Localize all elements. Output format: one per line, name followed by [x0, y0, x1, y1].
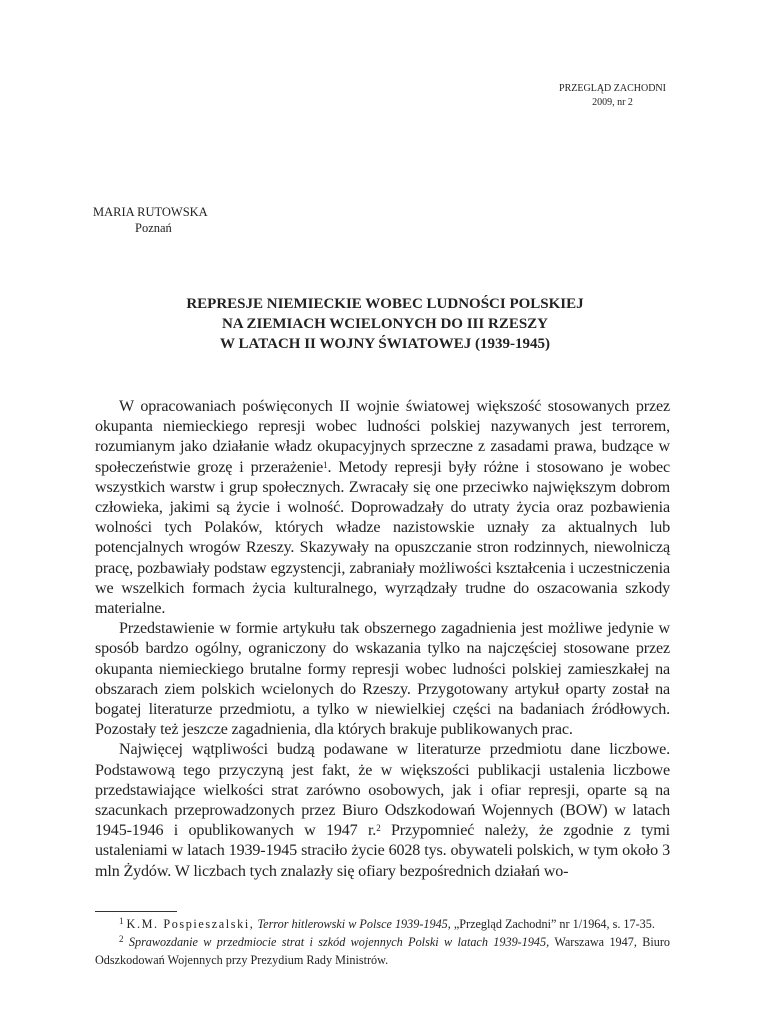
footnote-ref-1: 1 [323, 459, 328, 470]
paragraph-1-text-b: . Metody represji były różne i stosowano je wobec wszystkich warstw i grup społecznych. Zwracały się one przeciwko największym dobrom człowieka, jakimi są życie i wolność. Doprowadzały do utraty życia oraz pozbawienia wolności tych Polaków, których władze nazistowskie uznały za aktualnych lub potencjalnych wrogów Rzeszy. Skazywały na opuszczanie stron rodzinnych, niewolniczą pracę, pozbawiały podstaw egzystencji, zabraniały możliwości kształcenia i uczestniczenia we wszelkich formach życia kulturalnego, wyrządzały trudne do oszacowania szkody materialne. [95, 458, 670, 618]
footnote-1-rest: „Przegląd Zachodni” nr 1/1964, s. 17-35. [450, 917, 655, 931]
footnote-1-number: 1 [119, 916, 124, 926]
author-name: MARIA RUTOWSKA [93, 205, 208, 219]
paragraph-1 [95, 397, 670, 619]
footnote-2 [95, 933, 670, 969]
paragraph-2: Przedstawienie w formie artykułu tak obszernego zagadnienia jest możliwe jedynie w sposób bardzo ogólny, ograniczony do wskazania tylko na najczęściej stosowane przez okupanta niemieckiego brutalne formy represji wobec ludności polskiej zamieszkałej na obszarach ziem polskich wcielonych do Rzeszy. Przygotowany artykuł oparty został na bogatej literaturze przedmiotu, a tylko w niewielkiej części na badaniach źródłowych. Pozostały też jeszcze zagadnienia, dla których brakuje publikowanych prac. [95, 620, 670, 739]
title-line-2: NA ZIEMIACH WCIELONYCH DO III RZESZY [221, 316, 549, 332]
article-body [95, 397, 670, 882]
paragraph-3-text-b: Przypomnieć należy, że zgodnie z tymi ustaleniami w latach 1939-1945 straciło życie 6028 tys. obywateli polskich, w tym około 3 mln Żydów. W liczbach tych znalazły się ofiary bezpośrednich działań wo- [95, 822, 670, 880]
paragraph-1-text-a: W opracowaniach poświęconych II wojnie światowej większość stosowanych przez okupanta niemieckiego represji wobec ludności polskiej nazywanych jest terrorem, rozumianym jako działanie władz okupacyjnych sprzeczne z zasadami prawa, budzące w społeczeństwie grozę i przerażenie [95, 398, 670, 476]
journal-header [559, 82, 666, 110]
footnote-ref-2: 2 [376, 823, 381, 834]
title-line-1: REPRESJE NIEMIECKIE WOBEC LUDNOŚCI POLSKIEJ [186, 296, 584, 312]
footnote-2-number: 2 [119, 934, 124, 944]
author-city: Poznań [135, 221, 172, 235]
footnote-2-work: Sprawozdanie w przedmiocie strat i szkód wojennych Polski w latach 1939-1945, [128, 935, 550, 949]
title-line-3: W LATACH II WOJNY ŚWIATOWEJ (1939-1945) [220, 336, 550, 352]
article-title [95, 294, 675, 354]
footnote-1 [95, 915, 670, 933]
footnotes [95, 915, 670, 969]
footnote-1-work: Terror hitlerowski w Polsce 1939-1945, [257, 917, 451, 931]
footnote-2-rest: Warszawa 1947, Biuro Odszkodowań Wojennych przy Prezydium Rady Ministrów. [95, 935, 671, 967]
paragraph-3 [95, 740, 670, 881]
journal-issue: 2009, nr 2 [592, 97, 633, 108]
author-block [93, 205, 208, 236]
footnote-1-author: K.M. Pospieszalski, [126, 917, 255, 931]
journal-name: PRZEGLĄD ZACHODNI [559, 83, 666, 94]
footnote-divider [95, 911, 177, 912]
paragraph-3-text-a: Najwięcej wątpliwości budzą podawane w literaturze przedmiotu dane liczbowe. Podstawową tego przyczyną jest fakt, że w większości publikacji ustalenia liczbowe przedstawiające wielkości strat zarówno osobowych, jak i ofiar represji, oparte są na szacunkach przeprowadzonych przez Biuro Odszkodowań Wojennych (BOW) w latach 1945-1946 i opublikowanych w 1947 r. [95, 741, 670, 840]
